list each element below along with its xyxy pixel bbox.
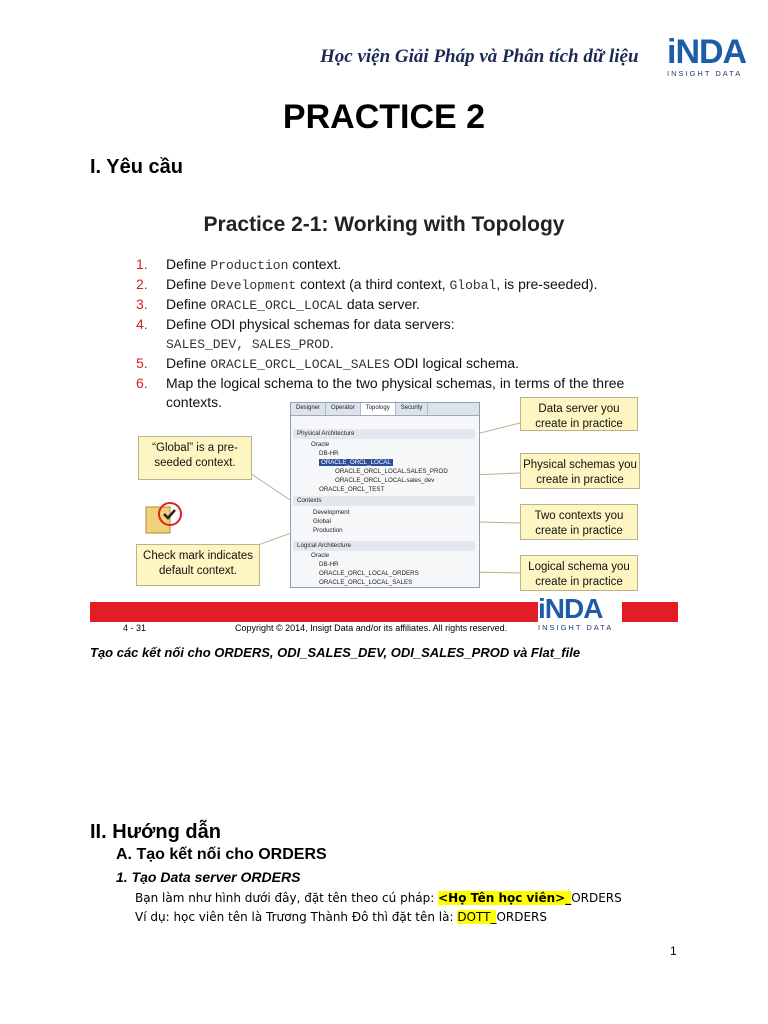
physical-architecture-section[interactable]: Physical Architecture [293,429,475,439]
contexts-section[interactable]: Contexts [293,496,475,506]
slide-copyright: Copyright © 2014, Insigt Data and/or its affiliates. All rights reserved. [235,623,508,633]
context-item[interactable]: Development [313,509,350,516]
tab-topology[interactable]: Topology [361,403,396,415]
step-item: 2. Define Development context (a third context, Global, is pre-seeded). [136,276,598,293]
page-number: 1 [670,944,677,958]
slide-page-number: 4 - 31 [123,623,147,633]
instruction-line-2: Ví dụ: học viên tên là Trương Thành Đô thì đặt tên là: DOTT_ORDERS [135,910,548,924]
tree-item[interactable]: ORACLE_ORCL_LOCAL.SALES_PROD [335,468,448,475]
step-item: 6. Map the logical schema to the two physical schemas, in terms of the three contexts. [136,375,625,410]
tree-item[interactable]: Oracle [311,441,330,448]
subheading-1: 1. Tạo Data server ORDERS [116,869,301,885]
tree-item[interactable]: Oracle [311,552,330,559]
slide-footer-logo: iNDA INSIGHT DATA [538,595,622,635]
step-item: 4. Define ODI physical schemas for data servers: SALES_DEV, SALES_PROD. [136,316,455,352]
callout-logical-schema: Logical schema you create in practice [520,555,638,591]
inda-logo [667,33,751,78]
caption: Tạo các kết nối cho ORDERS, ODI_SALES_DEV, ODI_SALES_PROD và Flat_file [90,645,581,660]
tree-item[interactable]: DB-HR [319,450,339,457]
logo-subtext: INSIGHT DATA [667,69,743,78]
context-item[interactable]: Global [313,518,331,525]
callout-physical-schemas: Physical schemas you create in practice [520,453,640,489]
tab-designer[interactable]: Designer [291,403,326,415]
callout-check-mark: Check mark indicates default context. [136,544,260,586]
subheading-a: A. Tạo kết nối cho ORDERS [116,846,327,863]
check-mark-icon [142,501,182,539]
step-item: 3. Define ORACLE_ORCL_LOCAL data server. [136,296,421,313]
tree-item[interactable]: ORACLE_ORCL_LOCAL.sales_dev [335,477,435,484]
logical-architecture-section[interactable]: Logical Architecture [293,541,475,551]
tree-item[interactable]: DB-HR [319,561,339,568]
odi-topology-screenshot [290,402,480,588]
step-item: 1. Define Production context. [136,256,342,273]
tree-item[interactable]: ORACLE_ORCL_LOCAL_SALES [319,579,413,586]
context-item[interactable]: Production [313,527,343,534]
tree-item[interactable]: ORACLE_ORCL_TEST [319,486,385,493]
section-heading-guide: II. Hướng dẫn [90,821,221,843]
slide-title: Practice 2-1: Working with Topology [203,213,565,236]
callout-contexts: Two contexts you create in practice [520,504,638,540]
section-heading-requirements: I. Yêu cầu [90,156,184,178]
tree-item[interactable]: ORACLE_ORCL_LOCAL_ORDERS [319,570,419,577]
logo-text: iNDA [667,33,747,71]
instruction-line-1: Bạn làm như hình dưới đây, đặt tên theo cú pháp: <Họ Tên học viên>_ORDERS [135,891,622,905]
page-title: PRACTICE 2 [282,98,486,136]
tree-item-selected[interactable]: ORACLE_ORCL_LOCAL [321,459,391,466]
tab-security[interactable]: Security [396,403,429,415]
header-title: Học viện Giải Pháp và Phân tích dữ liệu [320,46,639,67]
step-item: 5. Define ORACLE_ORCL_LOCAL_SALES ODI logical schema. [136,355,519,372]
odi-tabs [291,403,479,416]
tab-operator[interactable]: Operator [326,403,361,415]
practice-slide [90,183,678,635]
callout-global: “Global” is a pre-seeded context. [138,436,252,480]
callout-data-server: Data server you create in practice [520,397,638,431]
